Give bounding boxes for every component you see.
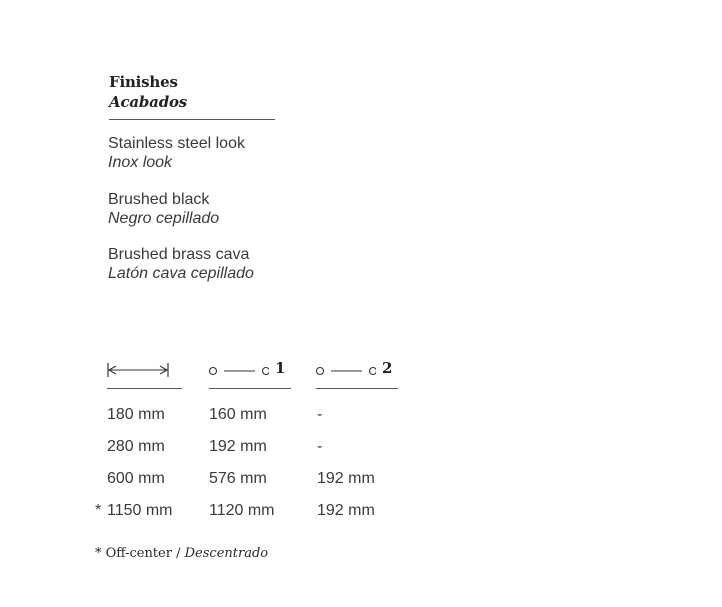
column-header-spacing-2 [316, 358, 402, 382]
column-header-rule [107, 388, 182, 389]
spacing2-cell: - [317, 406, 323, 423]
finish-item [108, 134, 245, 172]
spacing1-cell: 192 mm [209, 438, 267, 455]
spacing1-cell: 160 mm [209, 406, 267, 423]
footnote [95, 546, 268, 561]
finishes-title-es: Acabados [109, 93, 188, 111]
spacing2-cell: - [317, 438, 323, 455]
finish-name-en: Brushed brass cava [108, 246, 250, 263]
finish-name-en: Brushed black [108, 191, 210, 208]
finish-name-es: Negro cepillado [108, 210, 220, 227]
two-hole-spacing-icon [316, 358, 376, 382]
spacing1-cell: 1120 mm [209, 502, 275, 519]
finish-name-es: Inox look [108, 154, 173, 171]
column-header-rule [209, 388, 291, 389]
length-arrow-icon [107, 358, 171, 382]
column-header-length [107, 358, 171, 382]
footnote-separator: / [176, 546, 181, 561]
length-cell: 280 mm [107, 438, 165, 455]
footnote-text-en: Off-center [105, 546, 172, 561]
spacing-number-label: 1 [275, 359, 286, 377]
spacing1-cell: 576 mm [209, 470, 267, 487]
finishes-heading [109, 72, 187, 112]
finish-name-en: Stainless steel look [108, 135, 245, 152]
length-cell: 1150 mm [107, 502, 173, 519]
finish-item [108, 190, 219, 228]
footnote-text-es: Descentrado [184, 546, 269, 561]
finish-name-es: Latón cava cepillado [108, 265, 254, 282]
length-cell: 180 mm [107, 406, 165, 423]
column-header-rule [316, 388, 398, 389]
length-cell: 600 mm [107, 470, 165, 487]
finish-item [108, 245, 254, 283]
footnote-marker: * [95, 546, 102, 561]
spacing2-cell: 192 mm [317, 470, 375, 487]
two-hole-spacing-icon [209, 358, 269, 382]
spacing-number-label: 2 [382, 359, 393, 377]
spacing2-cell: 192 mm [317, 502, 375, 519]
row-prefix: * [95, 502, 102, 519]
finishes-title-en: Finishes [109, 73, 178, 91]
finishes-divider [109, 119, 275, 120]
column-header-spacing-1 [209, 358, 295, 382]
